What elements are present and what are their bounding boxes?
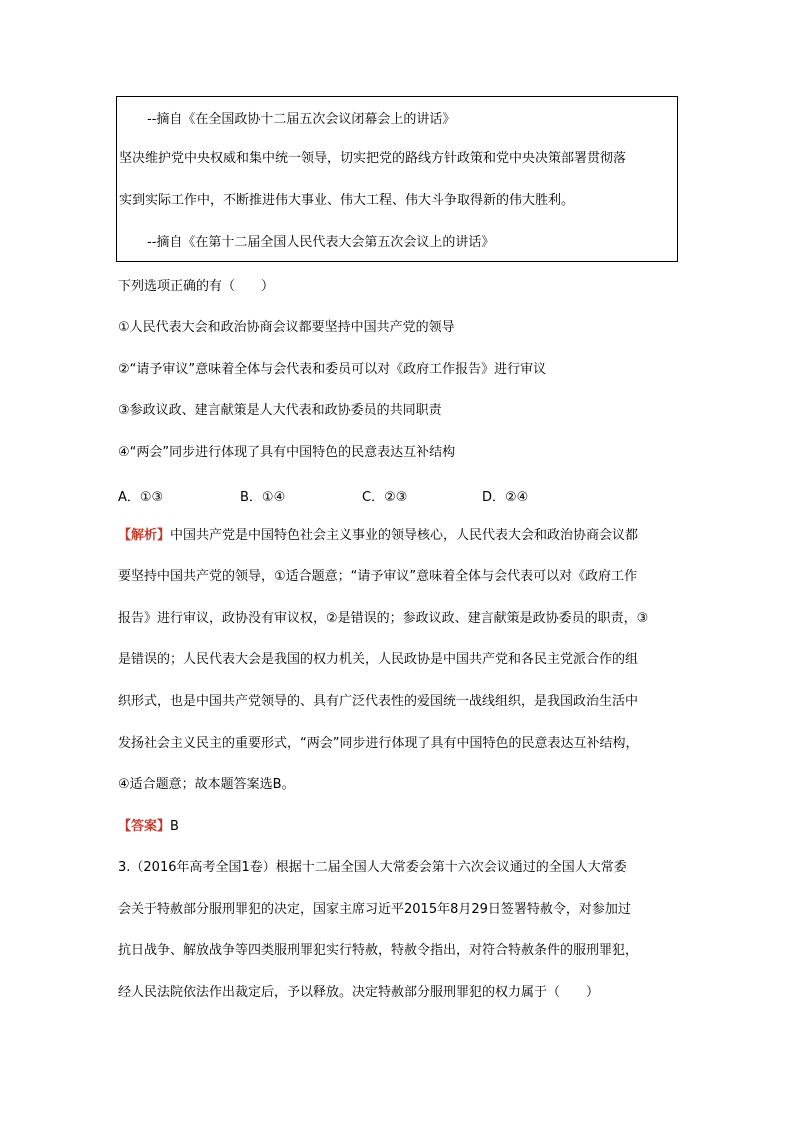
- analysis-line-3: 报告》进行审议，政协没有审议权，②是错误的；参政议政、建言献策是政协委员的职责，③: [118, 611, 649, 626]
- option-d: D．②④: [482, 490, 529, 505]
- quote-box: [116, 96, 678, 262]
- quote-text-line-1: 坚决维护党中央权威和集中统一领导，切实把党的路线方针政策和党中央决策部署贯彻落: [119, 151, 627, 166]
- analysis-text-1: 中国共产党是中国特色社会主义事业的领导核心，人民代表大会和政治协商会议都: [170, 528, 639, 543]
- statement-4: ④“两会”同步进行体现了具有中国特色的民意表达互补结构: [118, 445, 456, 460]
- question3-line-1: 3.（2016年高考全国1卷）根据十二届全国人大常委会第十六次会议通过的全国人大常委: [118, 860, 627, 875]
- statement-2: ②“请予审议”意味着全体与会代表和委员可以对《政府工作报告》进行审议: [118, 362, 547, 377]
- analysis-line-1: [118, 528, 638, 544]
- option-c: C．②③: [362, 490, 408, 505]
- statement-3: ③参政议政、建言献策是人大代表和政协委员的共同职责: [118, 403, 442, 418]
- analysis-label: 【解析】: [118, 528, 171, 543]
- answer-value: B: [170, 819, 179, 834]
- analysis-line-6: 发扬社会主义民主的重要形式，“两会”同步进行体现了具有中国特色的民意表达互补结构，: [118, 736, 639, 751]
- answer-line: [118, 819, 179, 835]
- option-b: B．①④: [240, 490, 286, 505]
- quote-source-2: --摘自《在第十二届全国人民代表大会第五次会议上的讲话》: [147, 235, 495, 250]
- statement-1: ①人民代表大会和政治协商会议都要坚持中国共产党的领导: [118, 320, 455, 335]
- quote-source-1: --摘自《在全国政协十二届五次会议闭幕会上的讲话》: [147, 112, 456, 127]
- option-a: A．①③: [118, 490, 164, 505]
- analysis-line-2: 要坚持中国共产党的领导，①适合题意；“请予审议”意味着全体与会代表可以对《政府工作: [118, 569, 638, 584]
- analysis-line-5: 织形式，也是中国共产党领导的、具有广泛代表性的爱国统一战线组织，是我国政治生活中: [118, 694, 639, 709]
- answer-options: [118, 486, 678, 505]
- analysis-line-4: 是错误的；人民代表大会是我国的权力机关，人民政协是中国共产党和各民主党派合作的组: [118, 652, 639, 667]
- question-prompt: 下列选项正确的有（ ）: [118, 279, 275, 294]
- question3-line-2: 会关于特赦部分服刑罪犯的决定，国家主席习近平2015年8月29日签署特赦令，对参加过: [118, 902, 631, 917]
- quote-text-line-2: 实到实际工作中，不断推进伟大事业、伟大工程、伟大斗争取得新的伟大胜利。: [119, 193, 575, 208]
- question3-line-3: 抗日战争、解放战争等四类服刑罪犯实行特赦，特赦令指出，对符合特赦条件的服刑罪犯，: [118, 943, 639, 958]
- question3-line-4: 经人民法院依法作出裁定后，予以释放。决定特赦部分服刑罪犯的权力属于（ ）: [118, 985, 600, 1000]
- analysis-line-7: ④适合题意；故本题答案选B。: [118, 777, 295, 792]
- answer-label: 【答案】: [118, 819, 171, 834]
